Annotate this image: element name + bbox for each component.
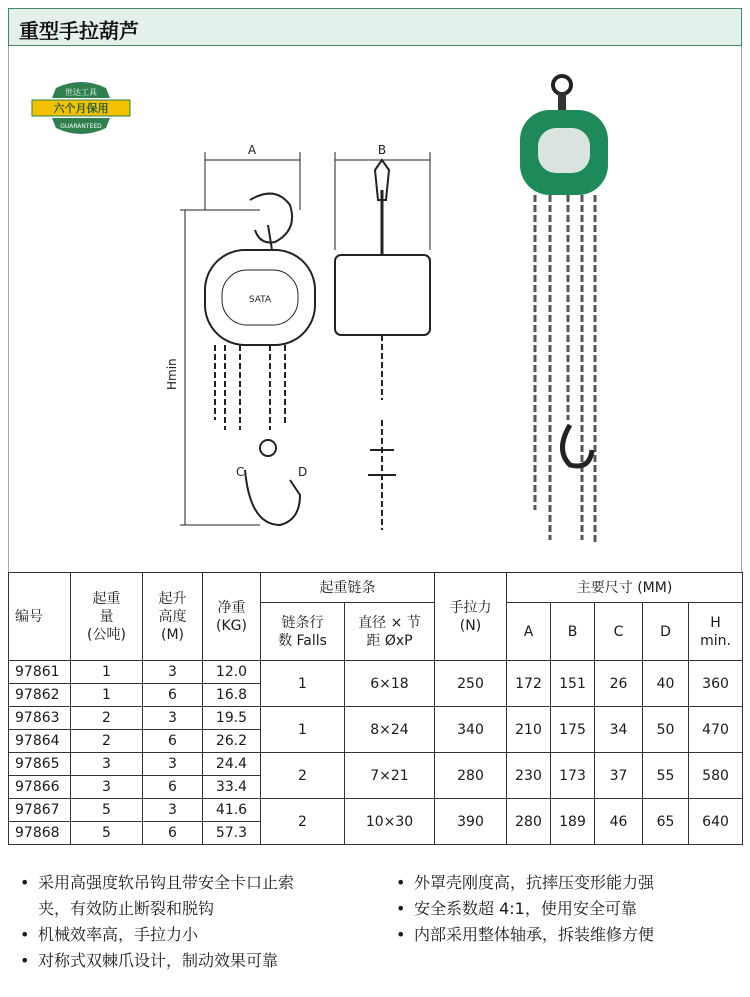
label-d: D [298,465,308,479]
table-row: 97867 5 3 41.6 2 10×30 390 280 189 46 65 640 [9,799,743,822]
diagram-side-body [335,255,430,335]
feature-item: • 采用高强度软吊钩且带安全卡口止索 [18,870,294,896]
table-row: 97863 2 3 19.5 1 8×24 340 210 175 34 50 470 [9,707,743,730]
guarantee-badge-icon [26,78,136,140]
table-row: 97866 3 6 33.4 [9,776,743,799]
table-row: 97865 3 3 24.4 2 7×21 280 230 173 37 55 580 [9,753,743,776]
header-weight: 净重 (KG) [203,573,261,661]
feature-item: • 对称式双棘爪设计，制动效果可靠 [18,948,294,974]
table-row: 97864 2 6 26.2 [9,730,743,753]
table-row: 97862 1 6 16.8 [9,684,743,707]
header-falls: 链条行 数 Falls [261,603,345,661]
page-title: 重型手拉葫芦 [19,19,139,43]
spec-table [8,572,743,845]
badge-bottom-text: GUARANTEED [60,123,102,130]
header-b: B [551,603,595,661]
header-code: 编号 [9,573,71,661]
header-lift: 起升 高度 (M) [143,573,203,661]
label-b: B [377,143,387,157]
feature-column-right [394,870,654,948]
hoist-dimension-diagram [150,130,450,560]
header-h: H min. [689,603,743,661]
header-capacity: 起重 量 (公吨) [71,573,143,661]
header-dia-pitch: 直径 × 节 距 ØxP [345,603,435,661]
feature-column-left [18,870,294,974]
label-a: A [247,143,257,157]
header-a: A [507,603,551,661]
feature-item: • 内部采用整体轴承，拆装维修方便 [394,922,654,948]
badge-main-text: 六个月保用 [53,102,109,115]
title-bar [8,8,742,46]
badge-top-text: 世达工具 [65,88,97,97]
feature-item: • 机械效率高，手拉力小 [18,922,294,948]
feature-item: • 外罩壳刚度高，抗摔压变形能力强 [394,870,654,896]
header-chain: 起重链条 [261,573,435,603]
label-hmin: Hmin [165,358,179,390]
feature-item: • 安全系数超 4:1，使用安全可靠 [394,896,654,922]
table-row: 97868 5 6 57.3 [9,822,743,845]
table-row: 97861 1 3 12.0 1 6×18 250 172 151 26 40 360 [9,661,743,684]
feature-item-continued: 夹，有效防止断裂和脱钩 [38,899,215,918]
hoist-product-photo [500,70,620,560]
header-pull: 手拉力 (N) [435,573,507,661]
label-c: C [236,465,245,479]
header-d: D [643,603,689,661]
diagram-brand: SATA [248,295,272,305]
header-c: C [595,603,643,661]
header-dims: 主要尺寸 (MM) [507,573,743,603]
